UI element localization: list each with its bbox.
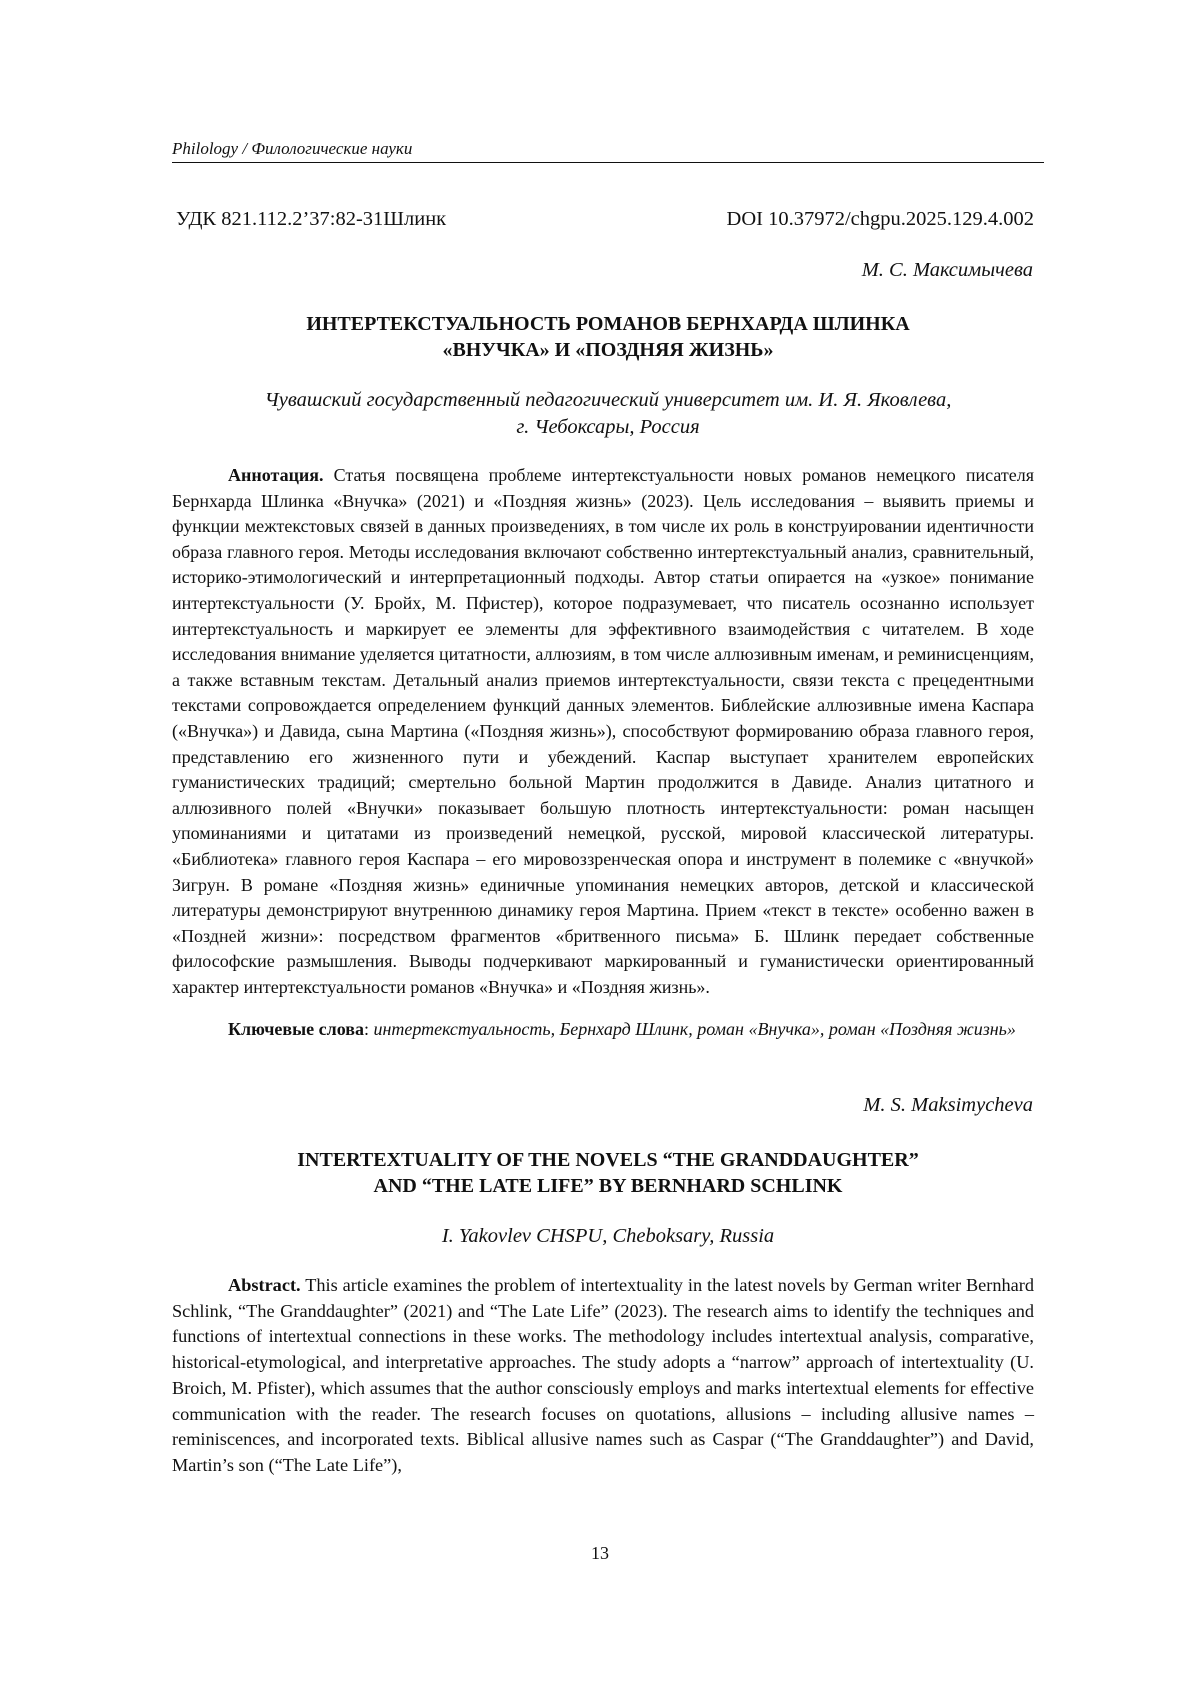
- running-head: Philology / Филологические науки: [172, 138, 1044, 163]
- abstract-ru-text: Статья посвящена проблеме интертекстуальности новых романов немецкого писателя Бернхарда Шлинка «Внучка» (2021) и «Поздняя жизнь» (2023). Цель исследования – выявить приемы и функции межтекстовых связей в данных произведениях, в том числе их роль в конструировании идентичности образа главного героя. Методы исследования включают собственно интертекстуальный анализ, сравнительный, историко-этимологический и интерпретационный подходы. Автор статьи опирается на «узкое» понимание интертекстуальности (У. Бройх, М. Пфистер), которое подразумевает, что писатель осознанно использует интертекстуальность и маркирует ее элементы для эффективного взаимодействия с читателем. В ходе исследования внимание уделяется цитатности, аллюзиям, в том числе аллюзивным именам, и реминисценциям, а также вставным текстам. Детальный анализ приемов интертекстуальности, связи текста с прецедентными текстами сопровождается определением функций данных элементов. Библейские аллюзивные имена Каспара («Внучка») и Давида, сына Мартина («Поздняя жизнь»), способствуют формированию образа главного героя, представлению его жизненного пути и убеждений. Каспар выступает хранителем европейских гуманистических традиций; смертельно больной Мартин продолжится в Давиде. Анализ цитатного и аллюзивного полей «Внучки» показывает большую плотность интертекстуальности: роман насыщен упоминаниями и цитатами из произведений немецкой, русской, мировой классической литературы. «Библиотека» главного героя Каспара – его мировоззренческая опора и инструмент в полемике с «внучкой» Зигрун. В романе «Поздняя жизнь» единичные упоминания немецких авторов, детской и классической литературы демонстрируют внутреннюю динамику героя Мартина. Прием «текст в тексте» особенно важен в «Поздней жизни»: посредством фрагментов «бритвенного письма» Б. Шлинк передает собственные философские размышления. Выводы подчеркивают маркированный и гуманистически ориентированный характер интертекстуальности романов «Внучка» и «Поздняя жизнь».: [172, 465, 1035, 997]
- affiliation-ru: [172, 387, 1044, 441]
- abstract-en-text: This article examines the problem of intertextuality in the latest novels by German writer Bernhard Schlink, “The Granddaughter” (2021) and “The Late Life” (2023). The research aims to identify the techniques and functions of intertextual connections in these works. The methodology includes intertextual analysis, comparative, historical-etymological, and interpretative approaches. The study adopts a “narrow” approach of intertextuality (U. Broich, M. Pfister), which assumes that the author consciously employs and marks intertextual elements for effective communication with the reader. The research focuses on quotations, allusions – including allusive names – reminiscences, and incorporated texts. Biblical allusive names such as Caspar (“The Granddaughter”) and David, Martin’s son (“The Late Life”),: [172, 1275, 1034, 1475]
- affiliation-en: I. Yakovlev CHSPU, Cheboksary, Russia: [441, 1225, 775, 1247]
- abstract-en: [172, 1273, 1034, 1479]
- keywords-ru-colon: :: [363, 1019, 369, 1039]
- udk-code: УДК 821.112.2’37:82-31Шлинк: [176, 208, 447, 230]
- keywords-ru: [172, 1017, 1034, 1043]
- abstract-ru-label: Аннотация.: [228, 465, 324, 485]
- title-ru: [172, 311, 1044, 363]
- title-en-line-1: INTERTEXTUALITY OF THE NOVELS “THE GRANDDAUGHTER”: [297, 1149, 919, 1171]
- title-ru-line-2: «ВНУЧКА» И «ПОЗДНЯЯ ЖИЗНЬ»: [442, 339, 774, 361]
- keywords-ru-label: Ключевые слова: [228, 1019, 364, 1039]
- affiliation-ru-line-1: Чувашский государственный педагогический университет им. И. Я. Яковлева,: [264, 389, 952, 411]
- title-ru-line-1: ИНТЕРТЕКСТУАЛЬНОСТЬ РОМАНОВ БЕРНХАРДА ШЛИНКА: [306, 313, 910, 335]
- abstract-ru: [172, 463, 1034, 1000]
- doi: DOI 10.37972/chgpu.2025.129.4.002: [726, 208, 1034, 230]
- author-en: M. S. Maksimycheva: [863, 1094, 1033, 1116]
- keywords-ru-text: интертекстуальность, Бернхард Шлинк, роман «Внучка», роман «Поздняя жизнь»: [373, 1019, 1016, 1039]
- title-en: [172, 1147, 1044, 1199]
- abstract-en-label: Abstract.: [228, 1275, 301, 1295]
- page-number: 13: [591, 1543, 609, 1563]
- affiliation-ru-line-2: г. Чебоксары, Россия: [516, 416, 700, 438]
- title-en-line-2: AND “THE LATE LIFE” BY BERNHARD SCHLINK: [373, 1175, 843, 1197]
- author-ru: М. С. Максимычева: [861, 259, 1033, 281]
- article-identifiers: [176, 206, 1034, 232]
